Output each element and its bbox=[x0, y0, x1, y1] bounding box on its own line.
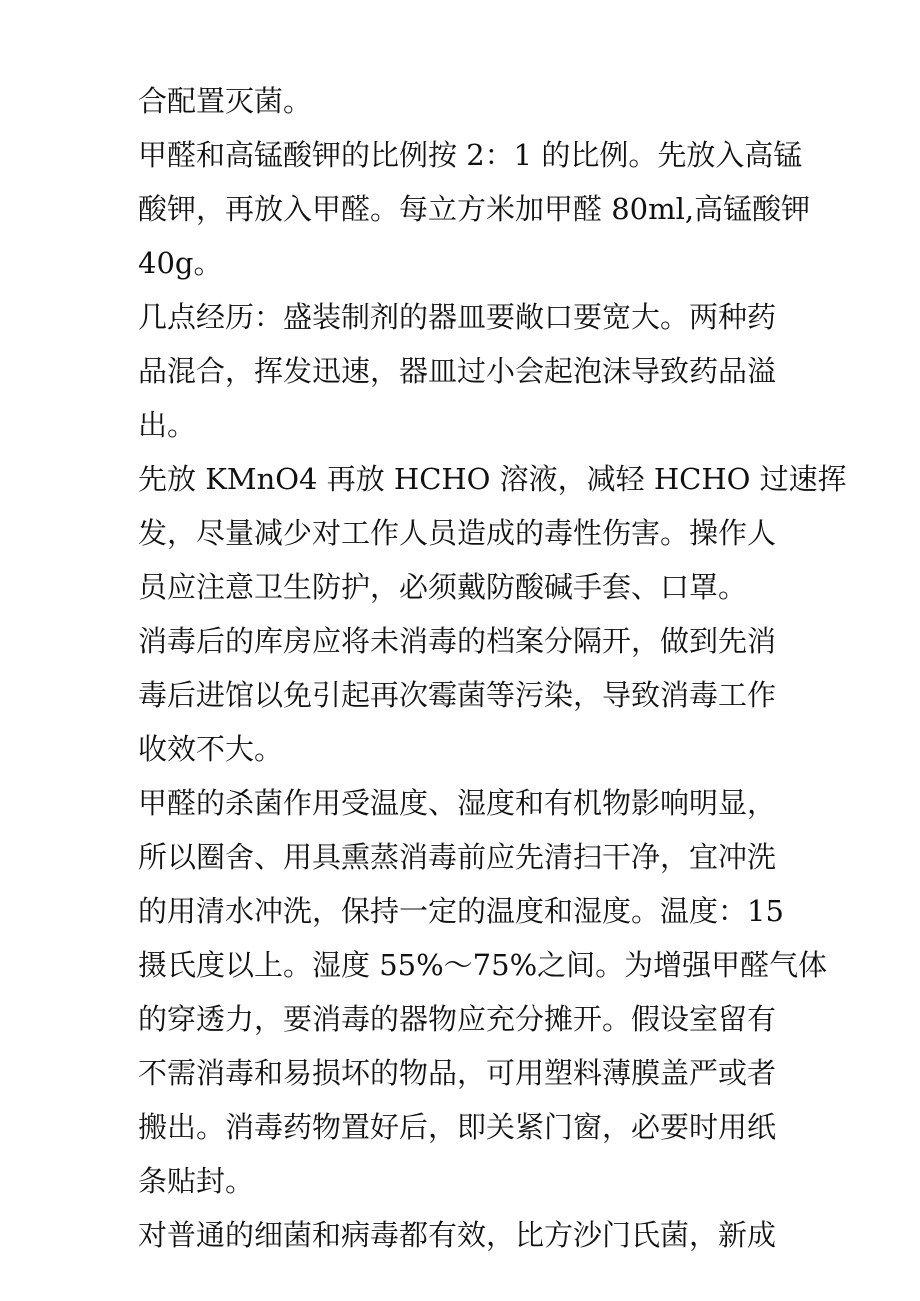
text-line: 的穿透力，要消毒的器物应充分摊开。假设室留有 bbox=[138, 1002, 777, 1036]
text-line: 对普通的细菌和病毒都有效，比方沙门氏菌，新成 bbox=[138, 1218, 777, 1252]
text-line: 摄氏度以上。湿度 55%～75%之间。为增强甲醛气体 bbox=[138, 948, 828, 982]
text-line: 甲醛和高锰酸钾的比例按 2：1 的比例。先放入高锰 bbox=[138, 138, 803, 172]
text-line: 出。 bbox=[138, 408, 197, 442]
text-line: 毒后进馆以免引起再次霉菌等污染，导致消毒工作 bbox=[138, 678, 777, 712]
paragraph bbox=[138, 1208, 818, 1262]
text-line: 消毒后的库房应将未消毒的档案分隔开，做到先消 bbox=[138, 624, 777, 658]
text-line: 搬出。消毒药物置好后，即关紧门窗，必要时用纸 bbox=[138, 1110, 777, 1144]
paragraph bbox=[138, 128, 818, 290]
text-line: 酸钾，再放入甲醛。每立方米加甲醛 80ml,高锰酸钾 bbox=[138, 192, 811, 226]
paragraph bbox=[138, 290, 818, 452]
text-line: 发，尽量减少对工作人员造成的毒性伤害。操作人 bbox=[138, 516, 777, 550]
text-line: 的用清水冲洗，保持一定的温度和湿度。温度：15 bbox=[138, 894, 784, 928]
text-line: 员应注意卫生防护，必须戴防酸碱手套、口罩。 bbox=[138, 570, 748, 604]
text-line: 条贴封。 bbox=[138, 1164, 255, 1198]
text-line: 几点经历：盛装制剂的器皿要敞口要宽大。两种药 bbox=[138, 300, 777, 334]
text-line: 不需消毒和易损坏的物品，可用塑料薄膜盖严或者 bbox=[138, 1056, 777, 1090]
text-line: 收效不大。 bbox=[138, 732, 284, 766]
document-body bbox=[138, 74, 847, 1262]
text-line: 甲醛的杀菌作用受温度、湿度和有机物影响明显， bbox=[138, 786, 777, 820]
paragraph bbox=[138, 452, 847, 614]
text-line: 品混合，挥发迅速，器皿过小会起泡沫导致药品溢 bbox=[138, 354, 777, 388]
paragraph bbox=[138, 614, 818, 776]
text-line: 40g。 bbox=[138, 246, 223, 280]
text-line: 先放 KMnO4 再放 HCHO 溶液，减轻 HCHO 过速挥 bbox=[138, 462, 847, 496]
text-line: 合配置灭菌。 bbox=[138, 84, 313, 118]
text-line: 所以圈舍、用具熏蒸消毒前应先清扫干净，宜冲洗 bbox=[138, 840, 777, 874]
paragraph bbox=[138, 776, 828, 1208]
paragraph bbox=[138, 74, 818, 128]
